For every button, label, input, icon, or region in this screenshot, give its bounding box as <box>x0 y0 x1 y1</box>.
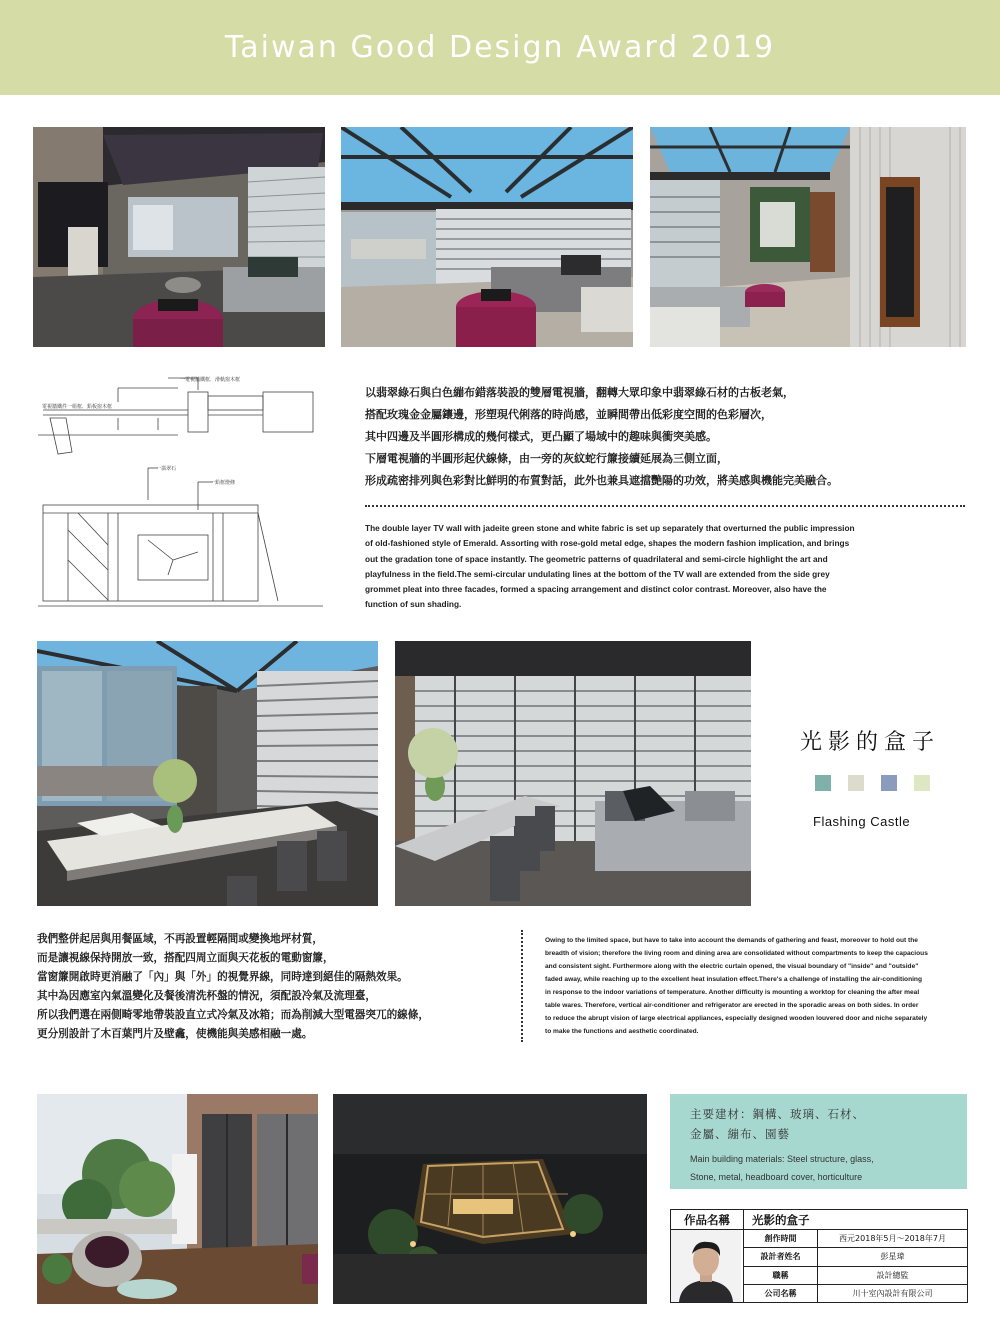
materials-en-line: Stone, metal, headboard cover, horticulture <box>690 1172 863 1182</box>
section2-zh-line: 更分別設計了木百葉門片及壁龕，使機能與美感相融一處。 <box>37 1028 313 1040</box>
section2-zh-text <box>37 930 517 1044</box>
color-swatch <box>914 775 930 791</box>
intro-zh-line: 搭配玫瑰金金屬鑲邊，形塑現代俐落的時尚感，並瞬間帶出低彩度空間的色彩層次， <box>365 408 772 421</box>
section2-zh-line: 所以我們選在兩側畸零地帶裝設直立式冷氣及冰箱；而為削減大型電器突兀的線條， <box>37 1009 429 1021</box>
section2-en-line: breadth of vision; therefore the living room and dining area are consolidated without compartments to keep the capacious <box>545 950 928 957</box>
photo-living-room-tv-wall <box>33 127 325 347</box>
materials-panel <box>670 1094 967 1189</box>
intro-zh-line: 其中四邊及半圓形構成的幾何樣式，更凸顯了場域中的趣味與衝突美感。 <box>365 430 717 443</box>
dotted-divider-vertical <box>521 930 523 1042</box>
info-value-date: 西元2018年5月～2018年7月 <box>818 1230 968 1248</box>
photo-glass-roof-lounge <box>341 127 633 347</box>
materials-en-line: Main building materials: Steel structure, glass, <box>690 1154 874 1164</box>
section2-en-line: table wares. Therefore, vertical air-conditioner and refrigerator are erected in the sporadic areas on both sides. In order <box>545 1002 919 1009</box>
photo-dining-table <box>37 641 378 906</box>
intro-en-line: grommet pleat into three facades, formed a spacing arrangement and distinct color contrast. Moreover, also have the <box>365 584 827 595</box>
drawing-note-top: 一電視牆鐵框．滑軌窗木框 <box>180 377 241 383</box>
intro-zh-line: 形成疏密排列與色彩對比鮮明的布質對話，此外也兼具遮擋艷陽的功效，將美感與機能完美融合。 <box>365 474 838 487</box>
section2-en-text <box>545 934 970 1038</box>
info-value-title: 設計總監 <box>818 1266 968 1284</box>
color-swatch <box>848 775 864 791</box>
designer-photo <box>671 1230 744 1303</box>
section2-zh-line: 而是讓視線保持開放一致，搭配四周立面與天花板的電動窗簾， <box>37 952 334 964</box>
intro-en-line: function of sun shading. <box>365 599 462 610</box>
section2-en-line: Owing to the limited space, but have to take into account the demands of gathering and feast, moreover to hold out the <box>545 937 918 944</box>
intro-zh-line: 以翡翠綠石與白色繃布錯落裝設的雙層電視牆，翻轉大眾印象中翡翠綠石材的古板老氣， <box>365 386 794 399</box>
info-value-designer: 彭星瑋 <box>818 1248 968 1266</box>
info-key-date: 創作時間 <box>744 1230 818 1248</box>
project-title-en: Flashing Castle <box>813 814 911 829</box>
section2-zh-line: 其中為因應室內氣溫變化及餐後清洗杯盤的情況，須配設冷氣及流理臺， <box>37 990 376 1002</box>
photo-night-aerial <box>333 1094 647 1304</box>
section2-en-line: to make the functions and aesthetic coordinated. <box>545 1028 699 1035</box>
intro-en-line: of old-fashioned style of Emerald. Assorting with rose-gold metal edge, shapes the modern fashion implication, and brings <box>365 538 850 549</box>
info-key-designer: 設計者姓名 <box>744 1248 818 1266</box>
color-palette <box>815 775 930 791</box>
intro-en-text <box>365 521 965 613</box>
intro-zh-text <box>365 382 975 492</box>
drawing-note-mid: 一翡翠石 <box>156 466 177 472</box>
section2-en-line: faded away, while reaching up to the excellent heat insulation effect.There's a challenge of installing the air-conditioning <box>545 976 922 983</box>
section2-zh-line: 我們整併起居與用餐區域，不再設置輕隔間或變換地坪材質， <box>37 933 324 945</box>
intro-en-line: playfulness in the field.The semi-circular undulating lines at the bottom of the TV wall are extended from the side grey <box>365 568 830 579</box>
info-value-project-name: 光影的盒子 <box>744 1210 968 1230</box>
info-label-project-name: 作品名稱 <box>671 1210 744 1230</box>
intro-en-line: The double layer TV wall with jadeite green stone and white fabric is set up separately that overturned the public impression <box>365 523 855 533</box>
page-title: Taiwan Good Design Award 2019 <box>224 30 776 65</box>
dotted-divider <box>365 505 965 507</box>
photo-terrace-exterior <box>37 1094 318 1304</box>
info-value-company: 川十室內設計有限公司 <box>818 1284 968 1302</box>
photo-dining-living-blinds <box>395 641 751 906</box>
section2-en-line: and consistent sight. Furthermore along with the electric curtain opened, the visual boundary of "inside" and "outside" <box>545 963 919 970</box>
drawing-note-right: 一鉛框燈條 <box>210 480 236 486</box>
photo-tv-wall-side-view <box>650 127 966 347</box>
color-swatch <box>815 775 831 791</box>
drawing-note-left: 電視牆鐵件一組框．鉛板窗木框 <box>42 404 113 410</box>
project-title-zh: 光影的盒子 <box>800 730 941 755</box>
section2-zh-line: 當窗簾開啟時更消融了「內」與「外」的視覺界線，同時達到絕佳的隔熱效果。 <box>37 971 408 983</box>
section2-en-line: in response to the indoor variations of temperature. Another difficulty is mounting a worktop for cleaning the after meal <box>545 989 920 996</box>
intro-en-line: out the gradation tone of space instantly. The geometric patterns of quadrilateral and semi-circle highlight the art and <box>365 553 828 564</box>
intro-zh-line: 下層電視牆的半圓形起伏線條，由一旁的灰紋蛇行簾接續延展為三側立面， <box>365 452 728 465</box>
info-key-title: 職稱 <box>744 1266 818 1284</box>
info-key-company: 公司名稱 <box>744 1284 818 1302</box>
color-swatch <box>881 775 897 791</box>
materials-zh-line: 主要建材：鋼構、玻璃、石材、 <box>690 1107 865 1121</box>
project-info-table <box>670 1209 968 1303</box>
tv-wall-technical-drawing <box>38 370 323 610</box>
section2-en-line: to reduce the abrupt vision of large electrical appliances, especially designed wooden louvered door and niche separately <box>545 1015 928 1022</box>
materials-zh-line: 金屬、繃布、園藝 <box>690 1127 790 1141</box>
